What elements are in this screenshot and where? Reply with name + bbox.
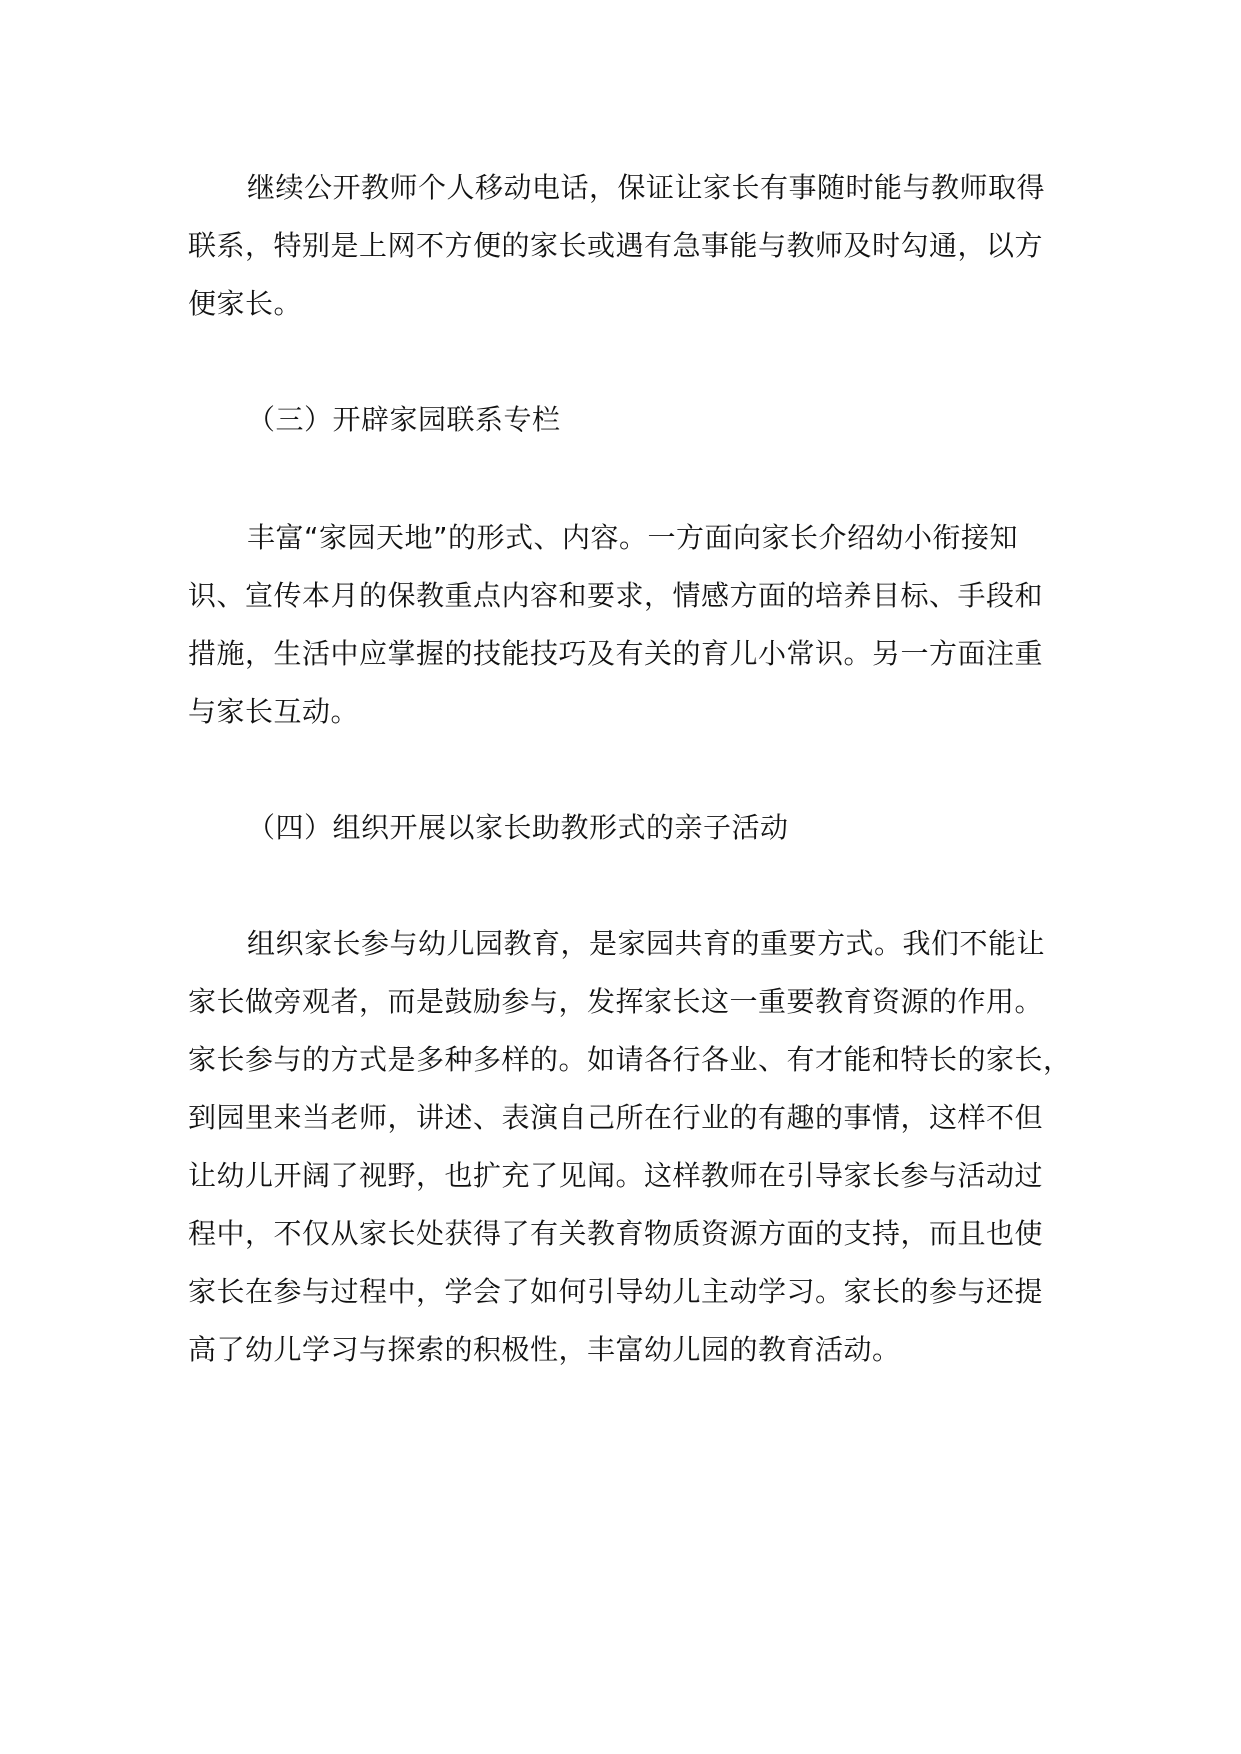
paragraph-3-line-5: 让幼儿开阔了视野，也扩充了见闻。这样教师在引导家长参与活动过 (188, 1159, 1044, 1192)
paragraph-3-line-1: 组织家长参与幼儿园教育，是家园共育的重要方式。我们不能让 (247, 927, 1046, 960)
paragraph-3-line-6: 程中，不仅从家长处获得了有关教育物质资源方面的支持，而且也使 (188, 1217, 1044, 1250)
paragraph-2-line-4: 与家长互动。 (188, 695, 360, 728)
paragraph-1-line-2: 联系，特别是上网不方便的家长或遇有急事能与教师及时勾通，以方 (188, 229, 1044, 262)
paragraph-3-line-7: 家长在参与过程中，学会了如何引导幼儿主动学习。家长的参与还提 (188, 1275, 1044, 1308)
paragraph-2-line-3: 措施，生活中应掌握的技能技巧及有关的育儿小常识。另一方面注重 (188, 637, 1044, 670)
section-heading-4: （四）组织开展以家长助教形式的亲子活动 (247, 811, 789, 844)
paragraph-2-line-2: 识、宣传本月的保教重点内容和要求，情感方面的培养目标、手段和 (188, 579, 1044, 612)
paragraph-3-line-2: 家长做旁观者，而是鼓励参与，发挥家长这一重要教育资源的作用。 (188, 985, 1044, 1018)
paragraph-3-line-4: 到园里来当老师，讲述、表演自己所在行业的有趣的事情，这样不但 (188, 1101, 1044, 1134)
paragraph-3-line-3: 家长参与的方式是多种多样的。如请各行各业、有才能和特长的家长， (188, 1043, 1072, 1076)
section-heading-3: （三）开辟家园联系专栏 (247, 403, 561, 436)
paragraph-1-line-1: 继续公开教师个人移动电话，保证让家长有事随时能与教师取得 (247, 171, 1046, 204)
paragraph-1-line-3: 便家长。 (188, 287, 303, 320)
paragraph-3-line-8: 高了幼儿学习与探索的积极性，丰富幼儿园的教育活动。 (188, 1333, 901, 1366)
paragraph-2-line-1: 丰富“家园天地”的形式、内容。一方面向家长介绍幼小衔接知 (247, 521, 1019, 554)
